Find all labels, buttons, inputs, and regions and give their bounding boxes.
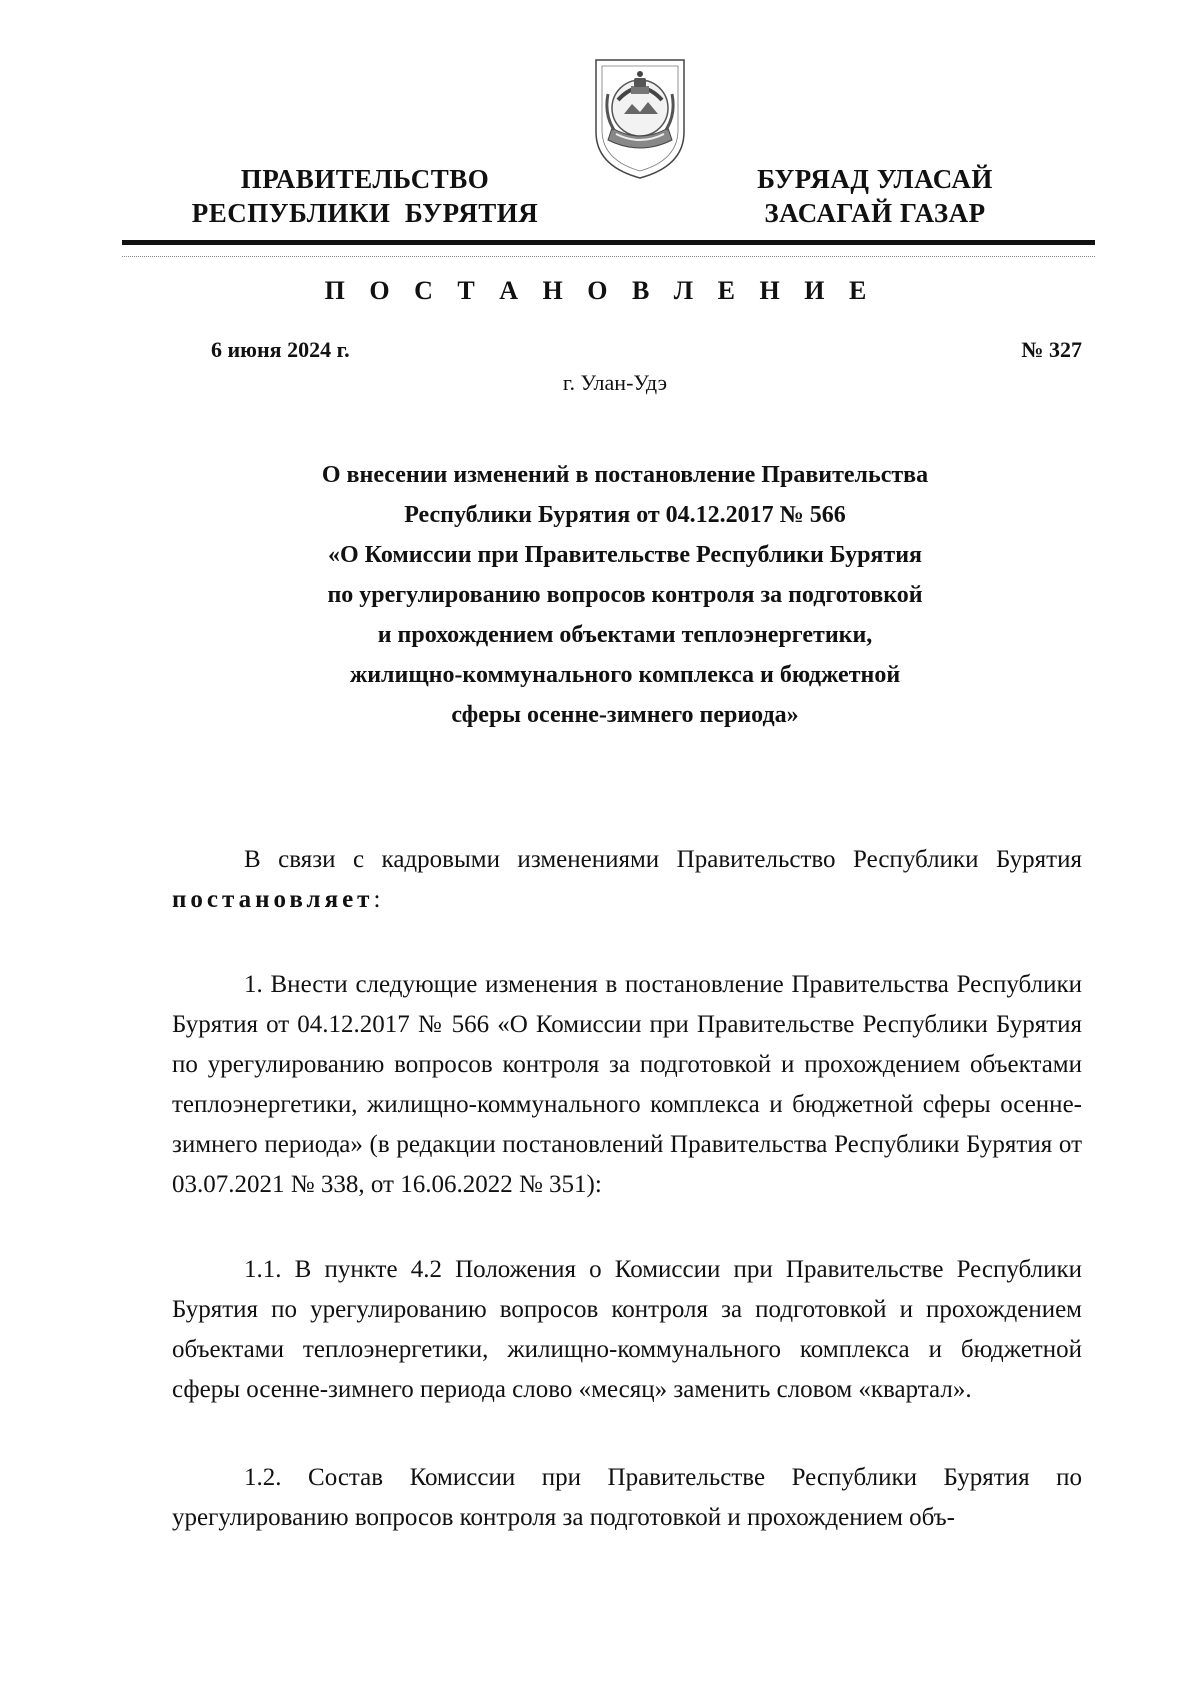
preamble-paragraph xyxy=(172,840,1082,920)
header-divider-thin xyxy=(122,256,1095,257)
preamble-end: : xyxy=(373,886,381,913)
header-divider-thick xyxy=(122,240,1095,245)
document-date: 6 июня 2024 г. xyxy=(211,337,350,362)
org-name-russian xyxy=(160,162,570,230)
document-city: г. Улан-Удэ xyxy=(562,370,668,395)
org-left-line1: ПРАВИТЕЛЬСТВО xyxy=(240,164,490,194)
org-left-line2: РЕСПУБЛИКИ БУРЯТИЯ xyxy=(191,198,539,228)
coat-of-arms-icon xyxy=(588,54,692,182)
resolves-keyword: постановляет xyxy=(172,886,374,913)
document-title xyxy=(200,455,1050,735)
title-line: и прохождением объектами теплоэнергетики, xyxy=(377,622,873,648)
paragraph-1: 1. Внести следующие изменения в постановление Правительства Республики Бурятия от 04.12.2017 № 566 «О Комиссии при Правительстве Республики Бурятия по урегулированию вопросов контроля за подготовкой и прохождением объектами теплоэнергетики, жилищно-коммунального комплекса и бюджетной сферы осенне-зимнего периода» (в редакции постановлений Правительства Республики Бурятия от 03.07.2021 № 338, от 16.06.2022 № 351): xyxy=(172,971,1082,1198)
org-right-line2: ЗАСАГАЙ ГАЗАР xyxy=(764,198,986,228)
document-type: П О С Т А Н О В Л Е Н И Е xyxy=(324,276,876,305)
title-line: «О Комиссии при Правительстве Республики Бурятия xyxy=(327,542,923,568)
org-name-buryat xyxy=(690,162,1060,230)
title-line: О внесении изменений в постановление Правительства xyxy=(321,462,929,488)
paragraph-1-2: 1.2. Состав Комиссии при Правительстве Республики Бурятия по урегулированию вопросов контроля за подготовкой и прохождением объ- xyxy=(172,1464,1082,1531)
title-line: Республики Бурятия от 04.12.2017 № 566 xyxy=(404,502,846,528)
title-line: жилищно-коммунального комплекса и бюджетной xyxy=(349,662,901,688)
document-number: № 327 xyxy=(1021,337,1082,362)
preamble-text: В связи с кадровыми изменениями Правительство Республики Бурятия xyxy=(244,846,1082,873)
paragraph-1-1: 1.1. В пункте 4.2 Положения о Комиссии при Правительстве Республики Бурятия по урегулированию вопросов контроля за подготовкой и прохождением объектами теплоэнергетики, жилищно-коммунального комплекса и бюджетной сферы осенне-зимнего периода слово «месяц» заменить словом «квартал». xyxy=(172,1256,1082,1403)
title-line: по урегулированию вопросов контроля за подготовкой xyxy=(327,582,923,608)
title-line: сферы осенне-зимнего периода» xyxy=(451,702,799,728)
org-right-line1: БУРЯАД УЛАСАЙ xyxy=(757,164,993,194)
